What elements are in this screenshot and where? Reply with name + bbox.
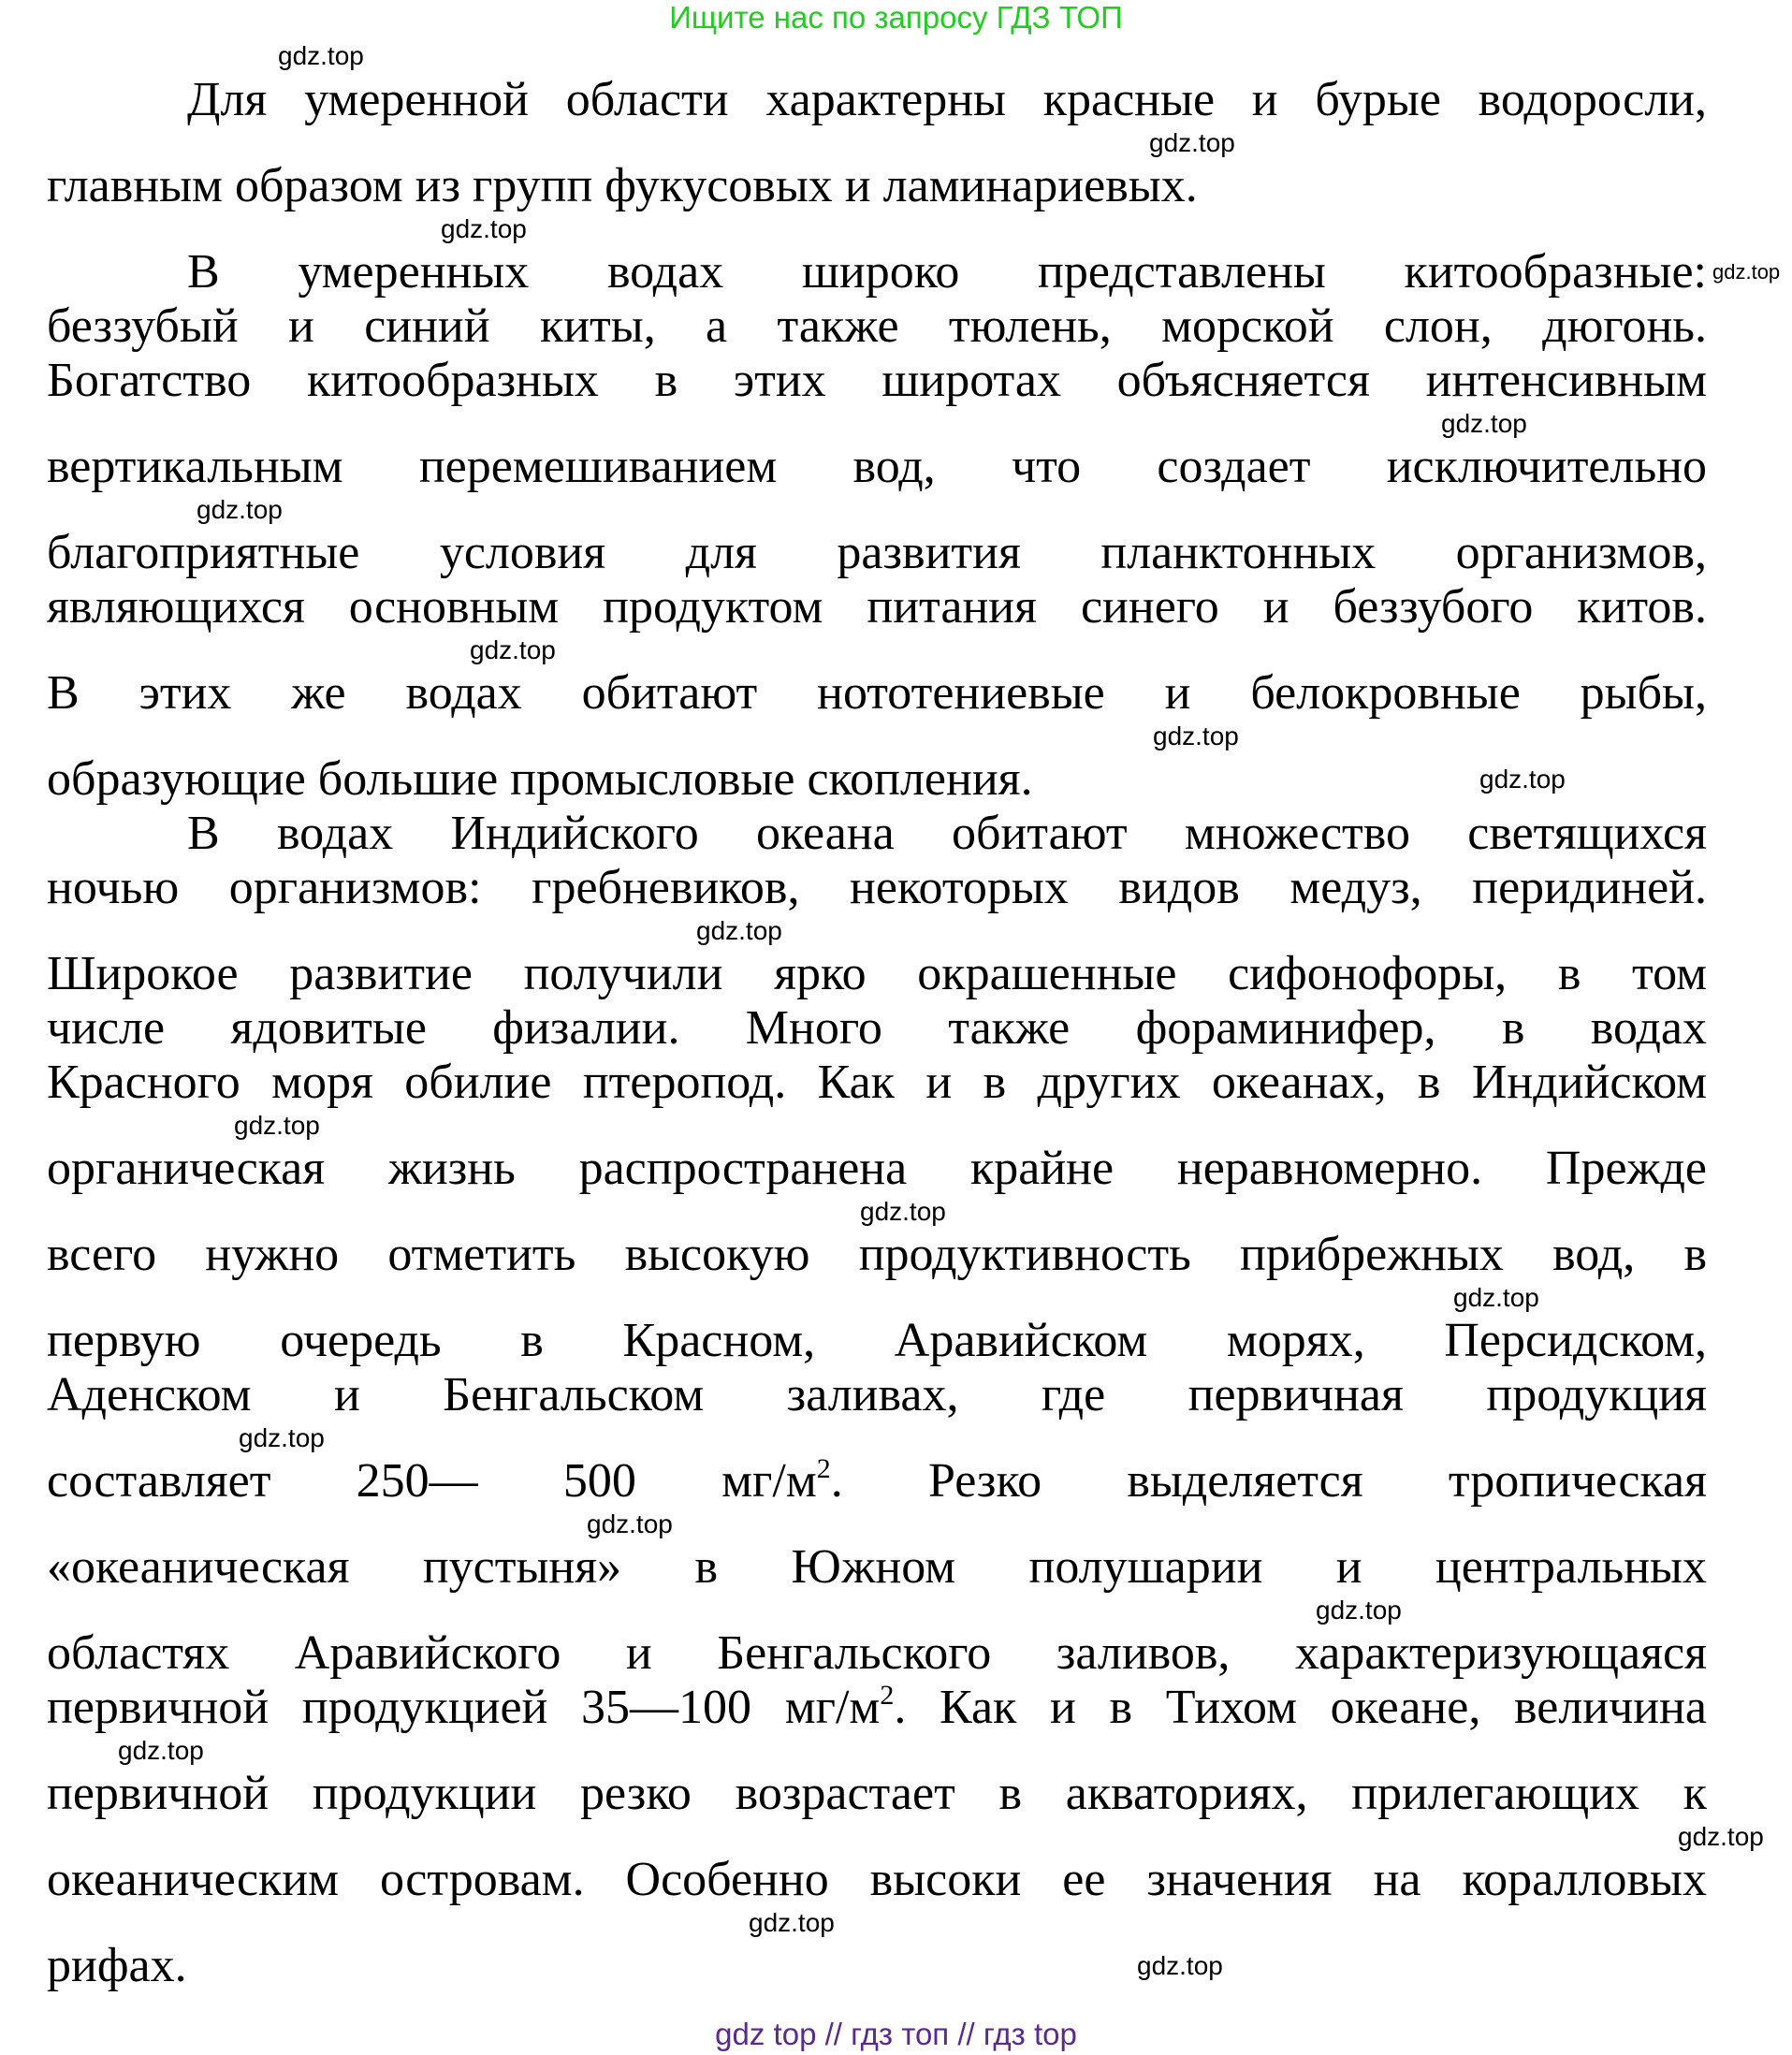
watermark-text: gdz.top [1712, 260, 1781, 284]
text-span: органическая жизнь распространена крайне неравномерно. Прежде [47, 1142, 1707, 1195]
text-line [47, 159, 1198, 213]
text-line [187, 807, 1707, 861]
text-span: океаническим островам. Особенно высоки ее значения на коралловых [47, 1853, 1707, 1906]
text-line [47, 861, 1707, 915]
text-line [47, 1540, 1707, 1595]
text-span: всего нужно отметить высокую продуктивность прибрежных вод, в [47, 1228, 1707, 1281]
text-span: Для умеренной области характерны красные и бурые водоросли, [187, 73, 1707, 126]
watermark-text: gdz.top [470, 635, 556, 664]
text-span: «океаническая пустыня» в Южном полушарии и центральных [47, 1540, 1707, 1594]
text-line [47, 1314, 1707, 1368]
watermark-text: gdz.top [1137, 1951, 1223, 1980]
text-line [47, 1853, 1707, 1907]
text-line [47, 1001, 1707, 1056]
text-span: составляет 250— 500 мг/м [47, 1454, 817, 1508]
watermark-text: gdz.top [1479, 765, 1566, 794]
text-line [47, 354, 1707, 408]
watermark-text: gdz.top [441, 214, 527, 243]
text-span: ночью организмов: гребневиков, некоторых видов медуз, перидиней. [47, 861, 1707, 914]
text-line [187, 73, 1707, 127]
text-line [47, 947, 1707, 1001]
text-line [47, 752, 1033, 807]
watermark-text: gdz.top [749, 1908, 835, 1937]
text-span: . Как и в Тихом океане, величина [894, 1681, 1707, 1734]
text-line [47, 1228, 1707, 1282]
text-line [47, 1939, 187, 1993]
text-span: первую очередь в Красном, Аравийском морях, Персидском, [47, 1314, 1707, 1367]
text-line [47, 1681, 1707, 1735]
text-line [47, 580, 1707, 634]
text-span: областях Аравийского и Бенгальского заливов, характеризующаяся [47, 1626, 1707, 1680]
text-line [47, 440, 1707, 494]
text-span: благоприятные условия для развития планктонных организмов, [47, 526, 1707, 579]
watermark-text: gdz.top [587, 1509, 673, 1538]
watermark-text: gdz.top [1441, 409, 1527, 438]
text-line [47, 1056, 1707, 1110]
text-line [47, 1626, 1707, 1681]
text-span: В умеренных водах широко представлены китообразные: [187, 245, 1707, 299]
promo-header: Ищите нас по запросу ГДЗ ТОП [669, 0, 1123, 35]
text-line [47, 299, 1707, 354]
text-span: главным образом из групп фукусовых и ламинариевых. [47, 159, 1198, 212]
watermark-text: gdz.top [1316, 1596, 1402, 1625]
watermark-text: gdz.top [1453, 1283, 1539, 1312]
watermark-text: gdz.top [860, 1197, 946, 1226]
text-span: вертикальным перемешиванием вод, что создает исключительно [47, 440, 1707, 493]
text-span: Аденском и Бенгальском заливах, где первичная продукция [47, 1368, 1707, 1421]
text-span: беззубый и синий киты, а также тюлень, морской слон, дюгонь. [47, 299, 1707, 353]
watermark-text: gdz.top [278, 41, 364, 70]
text-span: В водах Индийского океана обитают множество светящихся [187, 807, 1707, 860]
text-line [47, 1142, 1707, 1196]
text-span: В этих же водах обитают нототениевые и белокровные рыбы, [47, 666, 1707, 720]
text-line [47, 1454, 1707, 1508]
text-span: числе ядовитые физалии. Много также фораминифер, в водах [47, 1001, 1707, 1055]
footer-links[interactable]: gdz top // гдз топ // гдз top [715, 2017, 1077, 2051]
text-span: образующие большие промысловые скопления. [47, 752, 1033, 806]
watermark-text: gdz.top [1678, 1822, 1764, 1851]
watermark-text: gdz.top [1153, 721, 1239, 751]
text-span: . Резко выделяется тропическая [830, 1454, 1707, 1508]
text-line [47, 526, 1707, 580]
text-span: Широкое развитие получили ярко окрашенные сифонофоры, в том [47, 947, 1707, 1000]
text-line [47, 1368, 1707, 1422]
text-span: первичной продукцией 35—100 мг/м [47, 1681, 881, 1734]
watermark-text: gdz.top [118, 1736, 204, 1765]
watermark-text: gdz.top [234, 1111, 320, 1140]
text-line [47, 666, 1707, 721]
superscript: 2 [880, 1680, 895, 1711]
text-span: Богатство китообразных в этих широтах объясняется интенсивным [47, 354, 1707, 407]
text-span: являющихся основным продуктом питания синего и беззубого китов. [47, 580, 1707, 634]
watermark-text: gdz.top [696, 916, 782, 945]
text-span: первичной продукции резко возрастает в акваториях, прилегающих к [47, 1767, 1707, 1820]
superscript: 2 [816, 1453, 831, 1484]
watermark-text: gdz.top [197, 495, 283, 524]
text-span: рифах. [47, 1939, 187, 1992]
text-line [187, 245, 1707, 299]
text-span: Красного моря обилие птеропод. Как и в других океанах, в Индийском [47, 1056, 1707, 1109]
watermark-text: gdz.top [1149, 128, 1235, 157]
text-line [47, 1767, 1707, 1821]
watermark-text: gdz.top [239, 1423, 325, 1452]
